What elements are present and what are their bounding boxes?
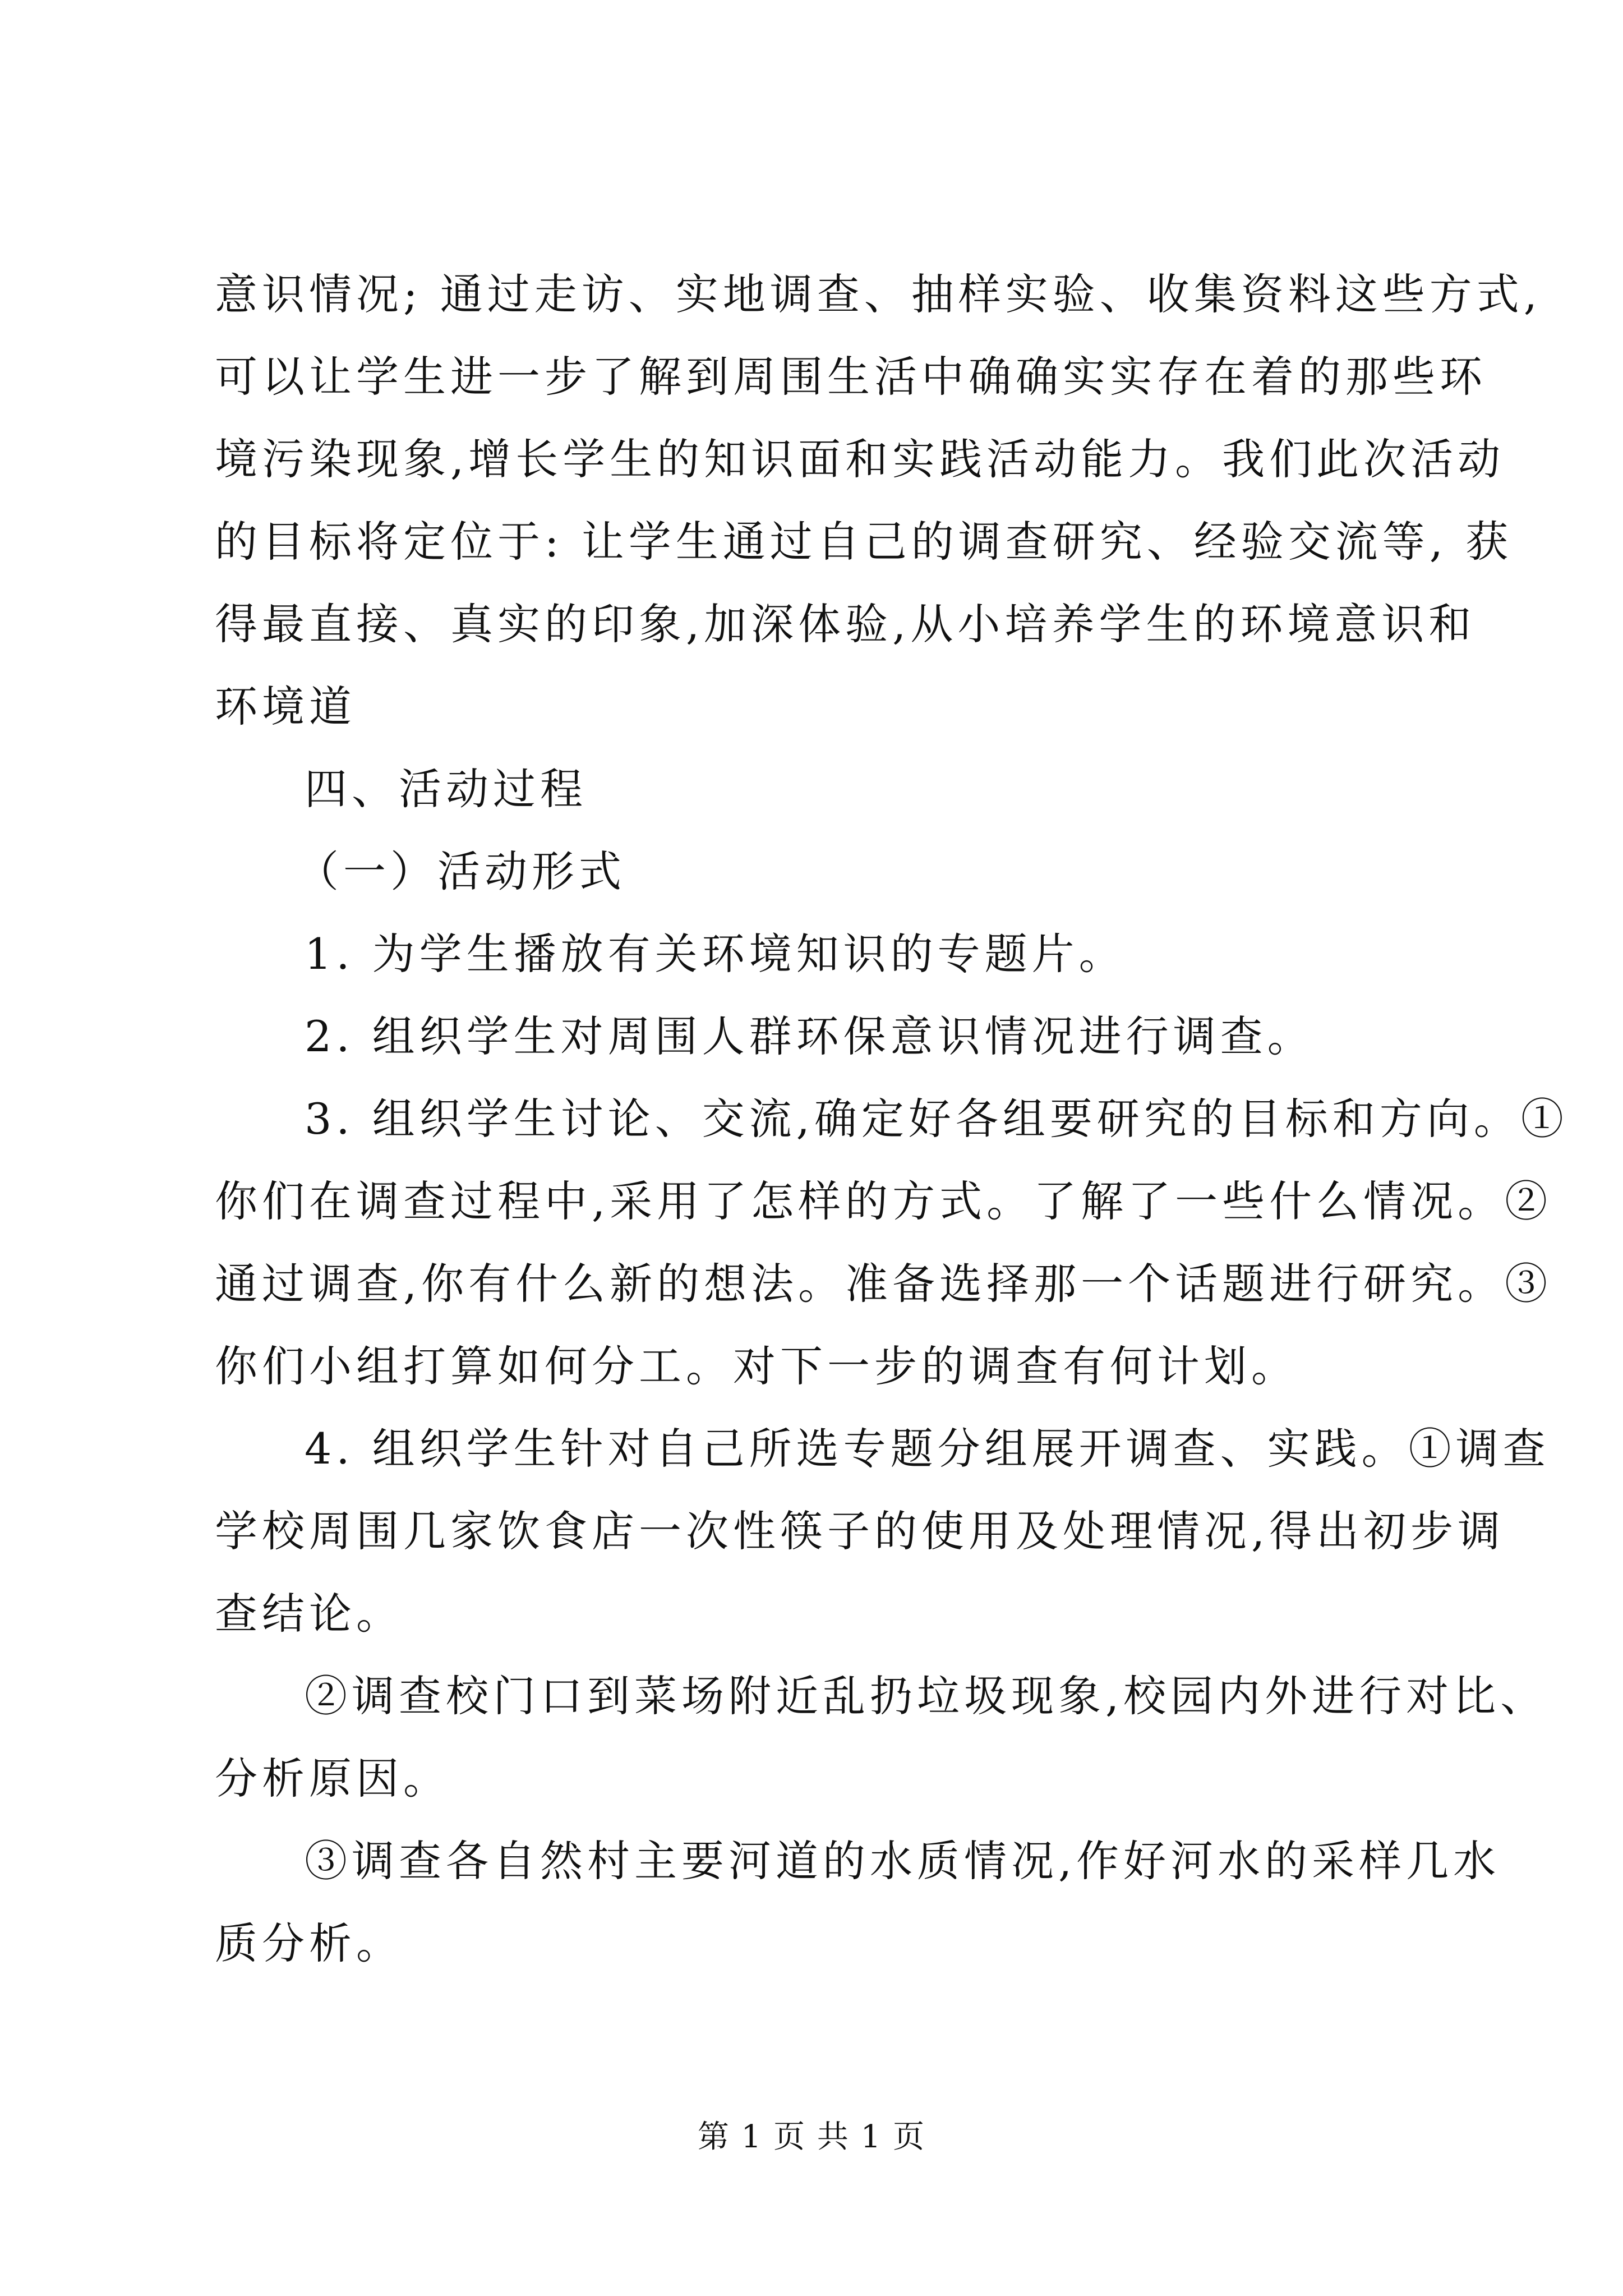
text-line: 意识情况; 通过走访、实地调查、抽样实验、收集资料这些方式, (215, 269, 1542, 319)
text-line: 环境道 (215, 682, 356, 731)
list-item: 1. 为学生播放有关环境知识的专题片。 (305, 929, 1126, 979)
subsection-heading: （一）活动形式 (296, 846, 626, 896)
section-heading: 四、活动过程 (305, 764, 587, 814)
text-line: 学校周围几家饮食店一次性筷子的使用及处理情况,得出初步调 (215, 1506, 1505, 1556)
page-footer: 第 1 页 共 1 页 (697, 2119, 926, 2155)
list-item: 2. 组织学生对周围人群环保意识情况进行调查。 (305, 1011, 1315, 1061)
text-line: 质分析。 (215, 1918, 403, 1968)
list-item: ②调查校门口到菜场附近乱扔垃圾现象,校园内外进行对比、 (305, 1671, 1548, 1721)
text-line: 境污染现象,增长学生的知识面和实践活动能力。我们此次活动 (215, 434, 1505, 484)
text-line: 你们在调查过程中,采用了怎样的方式。了解了一些什么情况。② (215, 1176, 1552, 1226)
text-line: 得最直接、真实的印象,加深体验,从小培养学生的环境意识和 (215, 599, 1476, 649)
list-item: 4. 组织学生针对自己所选专题分组展开调查、实践。①调查 (305, 1424, 1550, 1474)
text-line: 你们小组打算如何分工。对下一步的调查有何计划。 (215, 1341, 1298, 1391)
list-item: ③调查各自然村主要河道的水质情况,作好河水的采样几水 (305, 1836, 1501, 1886)
text-line: 通过调查,你有什么新的想法。准备选择那一个话题进行研究。③ (215, 1259, 1552, 1309)
text-line: 查结论。 (215, 1589, 403, 1639)
list-item: 3. 组织学生讨论、交流,确定好各组要研究的目标和方向。① (305, 1094, 1568, 1144)
text-line: 分析原因。 (215, 1754, 450, 1803)
text-line: 的目标将定位于: 让学生通过自己的调查研究、经验交流等, 获 (215, 517, 1513, 567)
text-line: 可以让学生进一步了解到周围生活中确确实实存在着的那些环 (215, 352, 1487, 402)
